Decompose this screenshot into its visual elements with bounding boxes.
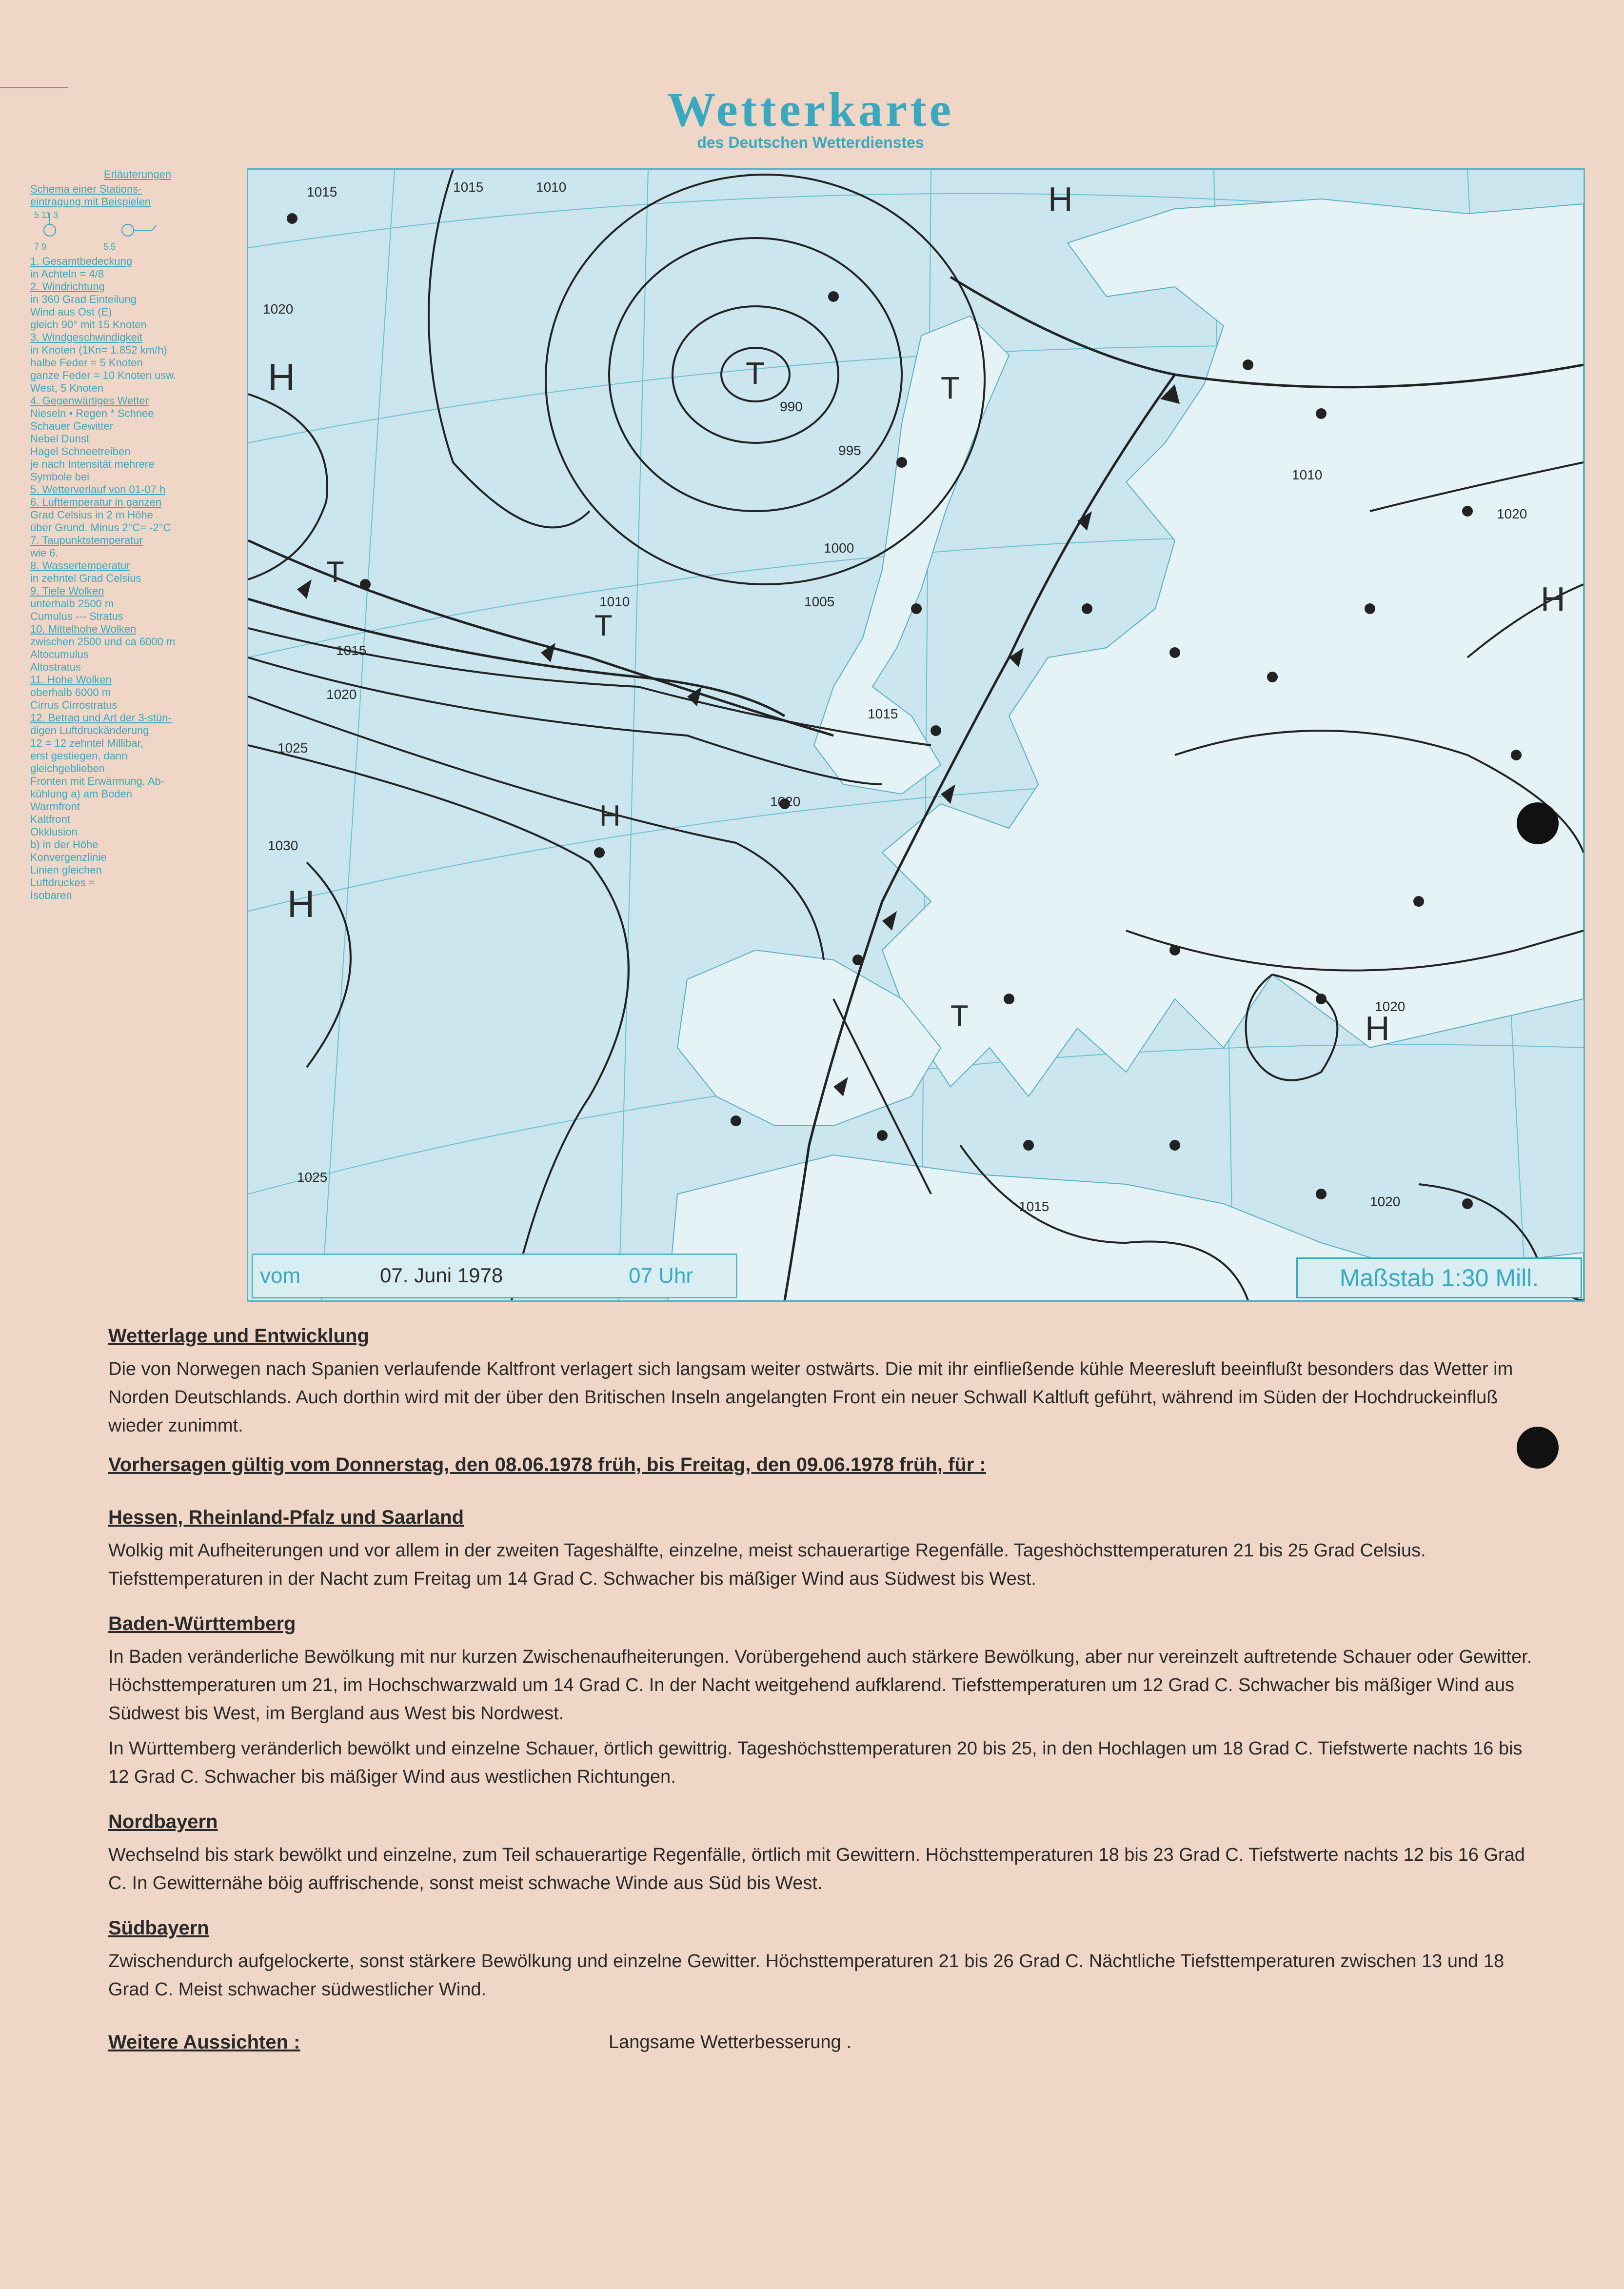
- legend-item: 4. Gegenwärtiges Wetter: [30, 395, 149, 407]
- legend-item: kühlung a) am Boden: [30, 788, 133, 800]
- pressure-system: H: [287, 882, 315, 925]
- region-heading-hessen: Hessen, Rheinland-Pfalz und Saarland: [108, 1507, 464, 1528]
- legend-item: 5. Wetterverlauf von 01-07 h: [30, 483, 166, 496]
- isobar-label: 1020: [1370, 1194, 1401, 1209]
- legend-item: 12. Betrag und Art der 3-stün-: [30, 712, 172, 724]
- legend: [30, 168, 245, 902]
- legend-item: Grad Celsius in 2 m Höhe: [30, 509, 153, 521]
- map-time: 07 Uhr: [629, 1264, 693, 1288]
- isobar-label: 1010: [1292, 467, 1323, 482]
- pressure-system: T: [941, 370, 960, 405]
- pressure-system: H: [1541, 580, 1565, 618]
- legend-item: oberhalb 6000 m: [30, 686, 111, 698]
- pressure-system: H: [1365, 1009, 1390, 1047]
- isobar-label: 1015: [453, 179, 484, 195]
- region-text-baden: In Baden veränderliche Bewölkung mit nur kurzen Zwischenaufheiterungen. Vorübergehend auch stärkere Bewölkung, aber nur vereinzelt auftretende Schauer oder Gewitter. Höchsttemperaturen um 21, im Hochschwarzwald um 14 Grad C. In der Nacht weitgehend aufklarend. Tiefsttemperaturen um 12 Grad C. Schwacher bis mäßiger Wind aus Südwest bis West, im Bergland aus West bis Nordwest.: [108, 1647, 1532, 1724]
- region-text-wuerttemberg: In Württemberg veränderlich bewölkt und einzelne Schauer, örtlich gewittrig. Tageshöchsttemperaturen 20 bis 25, in den Hochlagen um 18 Grad C. Tiefstwerte nachts 16 bis 12 Grad C. Schwacher bis mäßiger Wind aus westlichen Richtungen.: [108, 1738, 1523, 1787]
- outlook-text: Langsame Wetterbesserung .: [609, 2032, 852, 2052]
- legend-item: Schauer Gewitter: [30, 420, 113, 432]
- isobar-label: 1010: [536, 179, 567, 195]
- legend-item: ganze Feder = 10 Knoten usw.: [30, 369, 177, 381]
- legend-item: zwischen 2500 und ca 6000 m: [30, 636, 176, 648]
- legend-item: Cirrus Cirrostratus: [30, 699, 118, 711]
- isobar-label: 1005: [804, 594, 835, 609]
- legend-item: 1. Gesamtbedeckung: [30, 255, 133, 267]
- report: [108, 1322, 1532, 2057]
- forecast-validity: Vorhersagen gültig vom Donnerstag, den 08.06.1978 früh, bis Freitag, den 09.06.1978 früh, für :: [108, 1454, 986, 1475]
- isobar-label: 1030: [268, 838, 298, 853]
- outlook-heading: Weitere Aussichten :: [108, 2031, 300, 2053]
- section-text: Die von Norwegen nach Spanien verlaufende Kaltfront verlagert sich langsam weiter ostwärts. Die mit ihr einfließende kühle Meeresluft beeinflußt besonders das Wetter im Norden Deutschlands. Auch dorthin wird mit der über den Britischen Inseln angelangten Front ein neuer Schwall Kaltluft geführt, während im Süden der Hochdruckeinfluß wieder zunimmt.: [108, 1359, 1513, 1436]
- legend-item: West, 5 Knoten: [30, 382, 104, 394]
- weather-map: [247, 168, 1585, 1302]
- map-date-box: [252, 1254, 737, 1298]
- legend-item: 12 = 12 zehntel Millibar,: [30, 737, 143, 749]
- region-heading-nordbayern: Nordbayern: [108, 1811, 218, 1832]
- legend-item: Warmfront: [30, 800, 80, 813]
- pressure-system: T: [594, 609, 613, 642]
- legend-item: Isobaren: [30, 889, 72, 901]
- legend-item: gleich 90° mit 15 Knoten: [30, 318, 147, 331]
- legend-item: Nebel Dunst: [30, 433, 90, 445]
- pressure-system: T: [326, 556, 344, 588]
- legend-item: 3. Windgeschwindigkeit: [30, 331, 142, 343]
- legend-item: Luftdruckes =: [30, 876, 95, 889]
- svg-text:5 11 3: 5 11 3: [34, 210, 58, 220]
- pressure-system: H: [268, 356, 296, 398]
- svg-text:5.5: 5.5: [103, 242, 116, 252]
- isobar-label: 1020: [263, 301, 294, 317]
- isobar-label: 1020: [770, 794, 801, 809]
- isobar-label: 1015: [336, 643, 367, 658]
- legend-item: in 360 Grad Einteilung: [30, 293, 137, 305]
- legend-list: [30, 255, 245, 902]
- legend-item: 10. Mittelhohe Wolken: [30, 623, 137, 635]
- legend-item: Kaltfront: [30, 813, 70, 825]
- legend-item: Altocumulus: [30, 648, 89, 660]
- pressure-system: T: [746, 356, 765, 391]
- region-heading-suedbayern: Südbayern: [108, 1917, 209, 1939]
- pressure-system: H: [599, 799, 621, 832]
- map-scale: Maßstab 1:30 Mill.: [1296, 1257, 1582, 1298]
- legend-item: Fronten mit Erwärmung, Ab-: [30, 775, 165, 787]
- legend-item: 11. Hohe Wolken: [30, 674, 112, 686]
- legend-item: Wind aus Ost (E): [30, 306, 112, 318]
- punch-hole: [1517, 1427, 1559, 1469]
- isobar-label: 1015: [307, 184, 337, 199]
- section-heading: Wetterlage und Entwicklung: [108, 1325, 369, 1347]
- legend-title: Erläuterungen: [103, 168, 172, 180]
- legend-item: unterhalb 2500 m: [30, 597, 114, 610]
- margin-tick: [0, 87, 68, 88]
- isobar-label: 1020: [326, 687, 357, 702]
- legend-item: b) in der Höhe: [30, 838, 99, 851]
- legend-item: 7. Taupunktstemperatur: [30, 534, 143, 546]
- isobar-label: 1025: [297, 1170, 328, 1185]
- legend-scheme: Schema einer Stations-eintragung mit Beispielen: [30, 183, 151, 208]
- region-heading-bw: Baden-Württemberg: [108, 1613, 296, 1634]
- pressure-system: H: [1048, 180, 1073, 218]
- isobar-label: 1000: [824, 540, 854, 556]
- page-subtitle: des Deutschen Wetterdienstes: [697, 134, 924, 151]
- legend-item: Symbole bei: [30, 471, 90, 483]
- isobar-label: 995: [838, 443, 861, 458]
- isobar-label: 1025: [277, 740, 308, 756]
- legend-item: 6. Lufttemperatur in ganzen: [30, 496, 162, 508]
- map-date: 07. Juni 1978: [380, 1264, 503, 1287]
- legend-item: je nach Intensität mehrere: [30, 458, 155, 470]
- legend-item: digen Luftdruckänderung: [30, 724, 149, 736]
- region-text-nordbayern: Wechselnd bis stark bewölkt und einzelne, zum Teil schauerartige Regenfälle, örtlich mit Gewittern. Höchsttemperaturen 18 bis 23 Grad C. Tiefstwerte nachts 12 bis 16 Grad C. In Gewitternähe böig auffrischende, sonst meist schwache Winde aus Süd bis West.: [108, 1845, 1525, 1893]
- legend-item: Konvergenzlinie: [30, 851, 107, 863]
- isobar-label: 1020: [1375, 999, 1406, 1014]
- legend-item: in zehntel Grad Celsius: [30, 572, 141, 584]
- isobar-label: 990: [780, 399, 803, 414]
- map-graphic: [248, 170, 1584, 1300]
- pressure-system: T: [951, 999, 969, 1032]
- map-header: [615, 83, 1006, 152]
- legend-item: wie 6.: [30, 547, 59, 559]
- legend-item: 9. Tiefe Wolken: [30, 585, 104, 597]
- station-scheme-icon: [30, 208, 177, 252]
- region-text-hessen: Wolkig mit Aufheiterungen und vor allem in der zweiten Tageshälfte, einzelne, meist schauerartige Regenfälle. Tageshöchsttemperaturen 21 bis 25 Grad Celsius. Tiefsttemperaturen in der Nacht zum Freitag um 14 Grad C. Schwacher bis mäßiger Wind aus Südwest bis West.: [108, 1540, 1426, 1589]
- legend-item: Altostratus: [30, 661, 81, 673]
- legend-item: Nieseln • Regen * Schnee: [30, 407, 154, 419]
- page-title: Wetterkarte: [667, 82, 954, 137]
- date-prefix: vom: [260, 1264, 301, 1288]
- isobar-label: 1015: [868, 706, 898, 721]
- outlook: [108, 2028, 1532, 2057]
- punch-hole: [1517, 802, 1559, 844]
- legend-item: gleichgeblieben: [30, 762, 105, 775]
- legend-item: Linien gleichen: [30, 864, 102, 876]
- region-text-suedbayern: Zwischendurch aufgelockerte, sonst stärkere Bewölkung und einzelne Gewitter. Höchsttemperaturen 21 bis 26 Grad C. Nächtliche Tiefsttemperaturen zwischen 13 und 18 Grad C. Meist schwacher südwestlicher Wind.: [108, 1951, 1505, 2000]
- svg-text:7 9: 7 9: [34, 242, 47, 252]
- isobar-label: 1020: [1497, 506, 1527, 521]
- isobar-label: 1010: [599, 594, 630, 609]
- legend-item: über Grund. Minus 2°C= -2°C: [30, 521, 171, 534]
- isobar-label: 1015: [1019, 1199, 1050, 1214]
- legend-item: Hagel Schneetreiben: [30, 445, 131, 458]
- legend-item: halbe Feder = 5 Knoten: [30, 357, 143, 369]
- legend-item: in Knoten (1Kn= 1.852 km/h): [30, 344, 167, 356]
- legend-item: erst gestiegen, dann: [30, 750, 128, 762]
- legend-item: 8. Wassertemperatur: [30, 559, 130, 572]
- legend-item: Cumulus --- Stratus: [30, 610, 123, 622]
- legend-item: Okklusion: [30, 826, 78, 838]
- legend-item: in Achteln = 4/8: [30, 268, 104, 280]
- legend-item: 2. Windrichtung: [30, 280, 105, 293]
